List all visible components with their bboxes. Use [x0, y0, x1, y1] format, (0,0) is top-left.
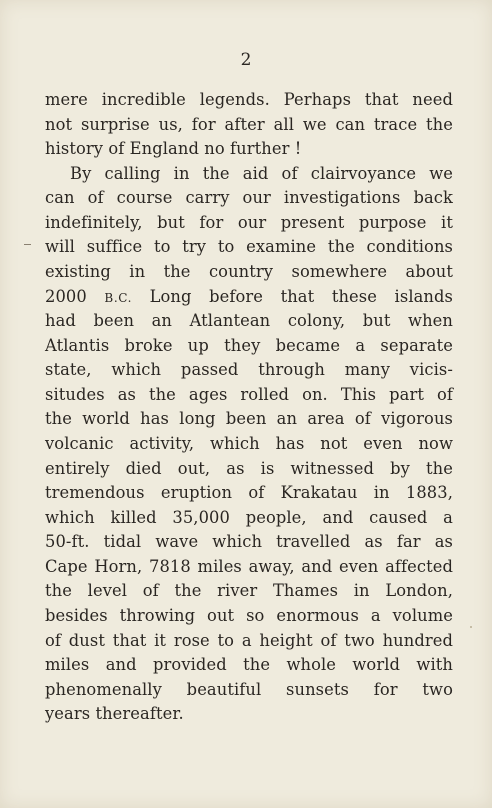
text-line: tremendous eruption of Krakatau in 1883,	[45, 483, 453, 502]
page-number: 2	[240, 50, 252, 70]
text-line: existing in the country somewhere about	[45, 262, 453, 281]
text-line: had been an Atlantean colony, but when	[45, 311, 453, 330]
text-segment: Long before that these islands	[149, 287, 453, 306]
text-line: the level of the river Thames in London,	[45, 581, 453, 600]
text-line: can of course carry our investigations back	[45, 188, 453, 207]
text-line: history of England no further !	[45, 139, 302, 158]
text-line: Atlantis broke up they became a separate	[45, 336, 453, 355]
text-line: miles and provided the whole world with	[45, 655, 453, 674]
year-text: 2000	[45, 287, 87, 306]
text-line: the world has long been an area of vigorous	[45, 409, 453, 428]
text-line: mere incredible legends. Perhaps that need	[45, 90, 453, 109]
paper-speck	[470, 626, 472, 628]
text-line: entirely died out, as is witnessed by the	[45, 459, 453, 478]
text-line: besides throwing out so enormous a volume	[45, 606, 453, 625]
text-line: volcanic activity, which has not even now	[45, 434, 453, 453]
text-line-mixed	[45, 287, 453, 308]
text-line: state, which passed through many vicis-	[45, 360, 453, 379]
text-line: which killed 35,000 people, and caused a	[45, 508, 453, 527]
era-abbreviation: B.C.	[104, 291, 133, 305]
text-line: not surprise us, for after all we can trace the	[45, 115, 453, 134]
text-line: 50-ft. tidal wave which travelled as far as	[45, 532, 453, 551]
text-line: indefinitely, but for our present purpose it	[45, 213, 453, 232]
text-line: years thereafter.	[45, 704, 184, 723]
margin-mark	[24, 244, 31, 245]
text-line: phenomenally beautiful sunsets for two	[45, 680, 453, 699]
text-line: situdes as the ages rolled on. This part of	[45, 385, 453, 404]
text-line: Cape Horn, 7818 miles away, and even affected	[45, 557, 453, 576]
text-line: will suffice to try to examine the conditions	[45, 237, 453, 256]
text-line: By calling in the aid of clairvoyance we	[70, 164, 453, 183]
text-line: of dust that it rose to a height of two hundred	[45, 631, 453, 650]
